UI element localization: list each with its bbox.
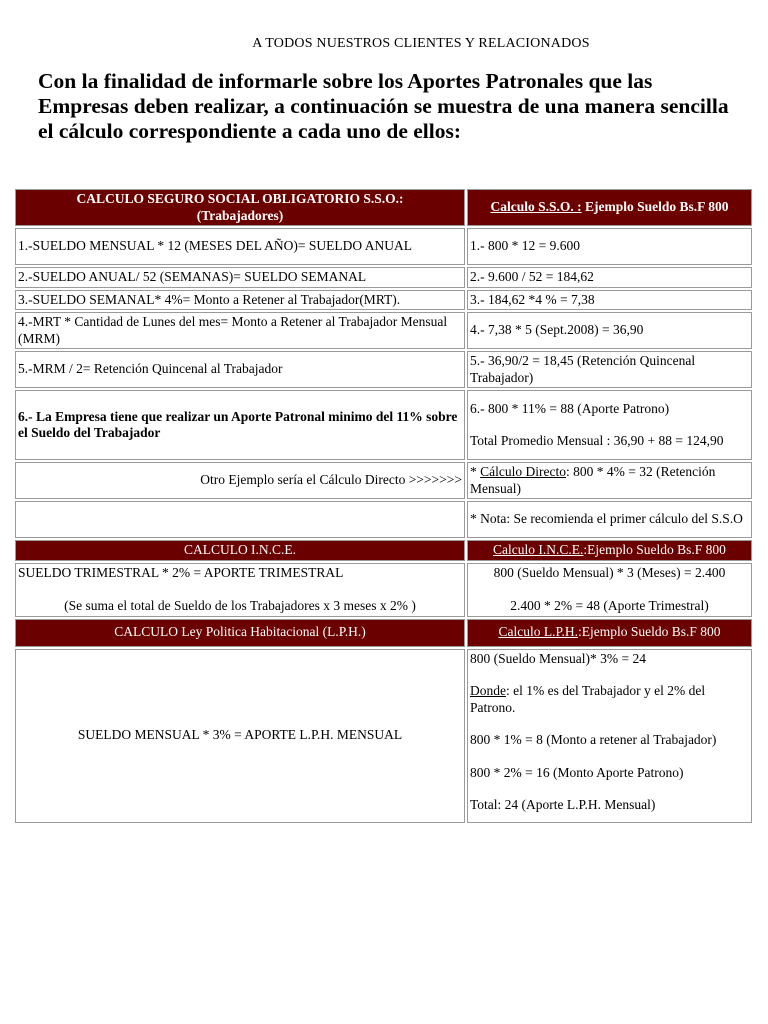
sso-header-row [15, 189, 752, 226]
donde-text: : el 1% es del Trabajador y el 2% del Patrono. [470, 683, 706, 715]
lph-example-link[interactable]: Calculo L.P.H. [498, 624, 578, 640]
table-row [15, 351, 752, 388]
lph-header-example [467, 619, 752, 647]
lph-formula: SUELDO MENSUAL * 3% = APORTE L.P.H. MENSUAL [15, 649, 465, 823]
table-row [15, 501, 752, 538]
sso-note: * Nota: Se recomienda el primer cálculo del S.S.O [467, 501, 752, 538]
lph-header-row [15, 619, 752, 647]
bullet: * [470, 464, 481, 479]
ince-example-link[interactable]: Calculo I.N.C.E. [493, 542, 584, 557]
ince-header-row [15, 540, 752, 561]
sso-header-title [15, 189, 465, 226]
sso-step-6: 6.- La Empresa tiene que realizar un Aporte Patronal minimo del 11% sobre el Sueldo del Trabajador [15, 390, 465, 460]
calculo-directo-link[interactable]: Cálculo Directo [480, 464, 566, 479]
table-row [15, 228, 752, 265]
lph-example-total: Total: 24 (Aporte L.P.H. Mensual) [470, 797, 656, 812]
sso-example-2: 2.- 9.600 / 52 = 184,62 [467, 267, 752, 288]
sso-header-subtitle: (Trabajadores) [196, 207, 284, 223]
sso-header-example [467, 189, 752, 226]
table-row [15, 563, 752, 617]
aportes-table [13, 187, 754, 825]
ince-example-result: 2.400 * 2% = 48 (Aporte Trimestral) [510, 598, 709, 613]
sso-example-4: 4.- 7,38 * 5 (Sept.2008) = 36,90 [467, 312, 752, 349]
donde-link[interactable]: Donde [470, 683, 506, 698]
sso-step-5: 5.-MRM / 2= Retención Quincenal al Trabajador [15, 351, 465, 388]
table-row [15, 290, 752, 311]
sso-step-2: 2.-SUELDO ANUAL/ 52 (SEMANAS)= SUELDO SEMANAL [15, 267, 465, 288]
sso-example-6 [467, 390, 752, 460]
sso-example-label: Ejemplo Sueldo Bs.F 800 [581, 199, 729, 215]
table-row [15, 462, 752, 499]
sso-example-1: 1.- 800 * 12 = 9.600 [467, 228, 752, 265]
sso-example-3: 3.- 184,62 *4 % = 7,38 [467, 290, 752, 311]
lph-example-line: 800 (Sueldo Mensual)* 3% = 24 [470, 650, 646, 666]
table-row [15, 267, 752, 288]
lph-example-worker: 800 * 1% = 8 (Monto a retener al Trabajador) [470, 732, 717, 747]
sso-example-6-line: 6.- 800 * 11% = 88 (Aporte Patrono) [470, 400, 670, 416]
lph-example-employer: 800 * 2% = 16 (Monto Aporte Patrono) [470, 764, 684, 780]
empty-cell [15, 501, 465, 538]
table-row [15, 312, 752, 349]
intro-line: Empresas deben realizar, a continuación se muestra de una manera sencilla [38, 94, 729, 118]
intro-line: el cálculo correspondiente a cada uno de ellos: [38, 119, 462, 143]
direct-example-text: : 800 * 4% = 32 (Retención Mensual) [470, 464, 716, 496]
sso-step-3: 3.-SUELDO SEMANAL* 4%= Monto a Retener al Trabajador(MRT). [15, 290, 465, 311]
sso-step-1: 1.-SUELDO MENSUAL * 12 (MESES DEL AÑO)= SUELDO ANUAL [15, 228, 465, 265]
ince-example-label: :Ejemplo Sueldo Bs.F 800 [583, 542, 726, 557]
lph-example-donde [470, 683, 749, 716]
ince-formula-line: SUELDO TRIMESTRAL * 2% = APORTE TRIMESTRAL [18, 564, 344, 580]
ince-header-title: CALCULO I.N.C.E. [15, 540, 465, 561]
lph-example [467, 649, 752, 823]
sso-example-5: 5.- 36,90/2 = 18,45 (Retención Quincenal Trabajador) [467, 351, 752, 388]
sso-header-title-line: CALCULO SEGURO SOCIAL OBLIGATORIO S.S.O.: [76, 191, 404, 206]
intro-paragraph [38, 69, 768, 144]
table-row [15, 390, 752, 460]
sso-direct-example-label: Otro Ejemplo sería el Cálculo Directo >>>>>>> [15, 462, 465, 499]
sso-example-link[interactable]: Calculo S.S.O. : [490, 199, 582, 215]
sso-direct-example [467, 462, 752, 499]
ince-formula [15, 563, 465, 617]
lph-header-title: CALCULO Ley Politica Habitacional (L.P.H.) [15, 619, 465, 647]
ince-header-example [467, 540, 752, 561]
ince-example-line: 800 (Sueldo Mensual) * 3 (Meses) = 2.400 [493, 564, 726, 580]
ince-formula-note: (Se suma el total de Sueldo de los Trabajadores x 3 meses x 2% ) [64, 598, 416, 613]
sso-step-4: 4.-MRT * Cantidad de Lunes del mes= Monto a Retener al Trabajador Mensual (MRM) [15, 312, 465, 349]
lph-example-label: :Ejemplo Sueldo Bs.F 800 [577, 624, 721, 640]
document-heading: A TODOS NUESTROS CLIENTES Y RELACIONADOS [252, 36, 590, 51]
sso-example-6-total: Total Promedio Mensual : 36,90 + 88 = 124,90 [470, 433, 724, 448]
ince-example [467, 563, 752, 617]
intro-line: Con la finalidad de informarle sobre los Aportes Patronales que las [38, 69, 653, 93]
table-row [15, 649, 752, 823]
